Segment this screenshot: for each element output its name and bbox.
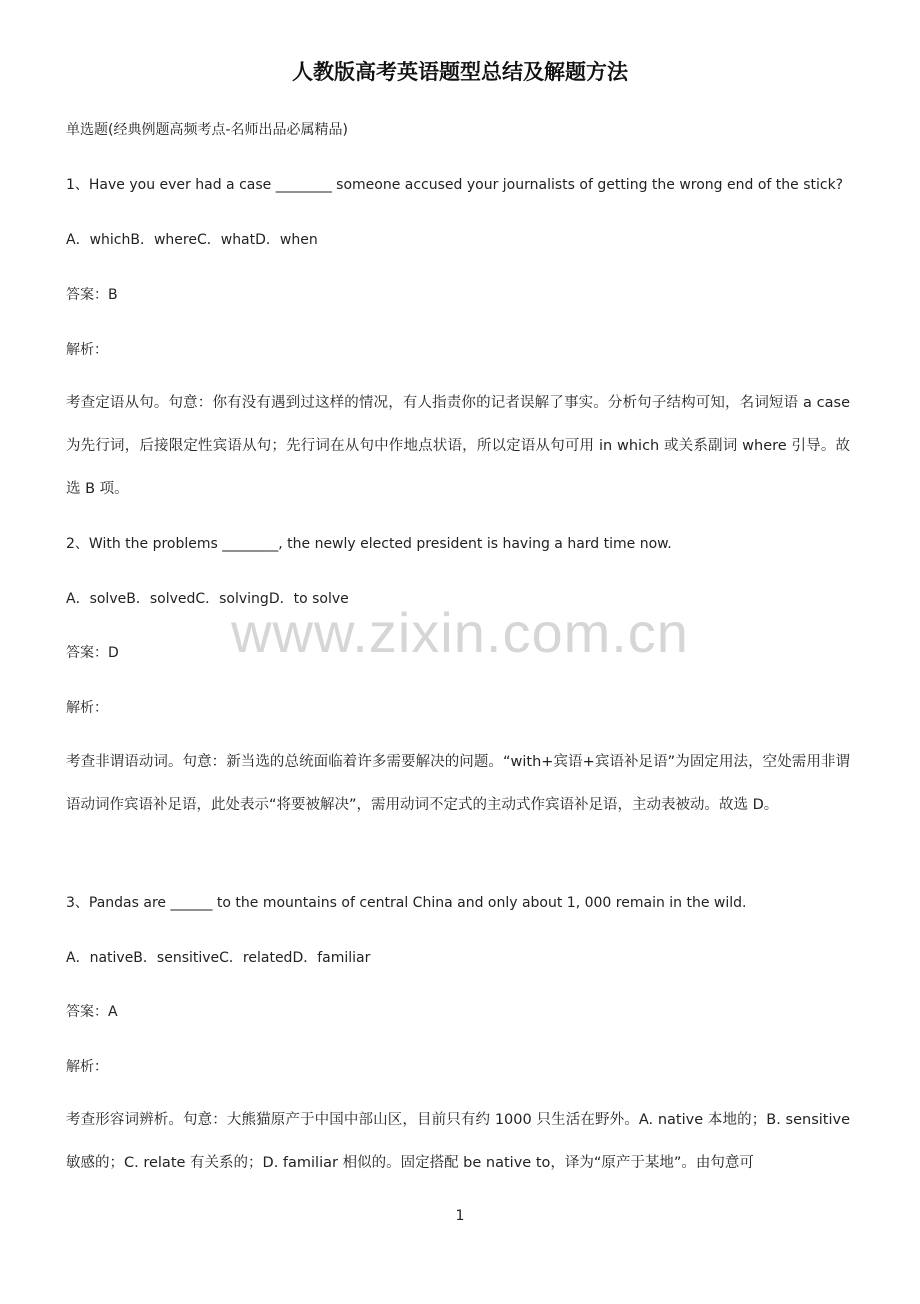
question-3-answer: 答案：A	[66, 1004, 118, 1020]
question-1-analysis: 考查定语从句。句意：你有没有遇到过这样的情况，有人指责你的记者误解了事实。分析句子结构可知，名词短语 a case 为先行词，后接限定性宾语从句；先行词在从句中作地点状语，所以定语从句可用 in which 或关系副词 where 引导。故选 B 项。	[66, 395, 850, 497]
page-number: 1	[455, 1208, 465, 1224]
section-heading: 单选题(经典例题高频考点-名师出品必属精品)	[66, 122, 348, 138]
question-3-analysis-label: 解析：	[66, 1059, 108, 1075]
question-1-answer: 答案：B	[66, 287, 118, 303]
question-3-stem: 3、Pandas are ______ to the mountains of central China and only about 1, 000 remain in the wild.	[66, 895, 747, 911]
question-3-analysis: 考查形容词辨析。句意：大熊猫原产于中国中部山区，目前只有约 1000 只生活在野外。A. native 本地的；B. sensitive 敏感的；C. relate 有关系的；D. familiar 相似的。固定搭配 be native to，译为“原产于某地”。由句意可	[66, 1112, 850, 1171]
question-1-stem: 1、Have you ever had a case ________ someone accused your journalists of getting the wrong end of the stick?	[66, 177, 844, 193]
question-2-answer: 答案：D	[66, 645, 119, 661]
question-1-analysis-label: 解析：	[66, 342, 108, 358]
question-2-stem: 2、With the problems ________, the newly elected president is having a hard time now.	[66, 536, 672, 552]
question-2-options: A．solveB．solvedC．solvingD．to solve	[66, 591, 349, 607]
document-title: 人教版高考英语题型总结及解题方法	[292, 60, 628, 84]
watermark: www.zixin.com.cn	[231, 601, 689, 664]
question-2-analysis-label: 解析：	[66, 700, 108, 716]
question-1-options: A．whichB．whereC．whatD．when	[66, 232, 318, 248]
question-2-analysis: 考查非谓语动词。句意：新当选的总统面临着许多需要解决的问题。“with+宾语+宾语补足语”为固定用法，空处需用非谓语动词作宾语补足语，此处表示“将要被解决”，需用动词不定式的主动式作宾语补足语，主动表被动。故选 D。	[66, 754, 850, 813]
question-3-options: A．nativeB．sensitiveC．relatedD．familiar	[66, 950, 371, 966]
